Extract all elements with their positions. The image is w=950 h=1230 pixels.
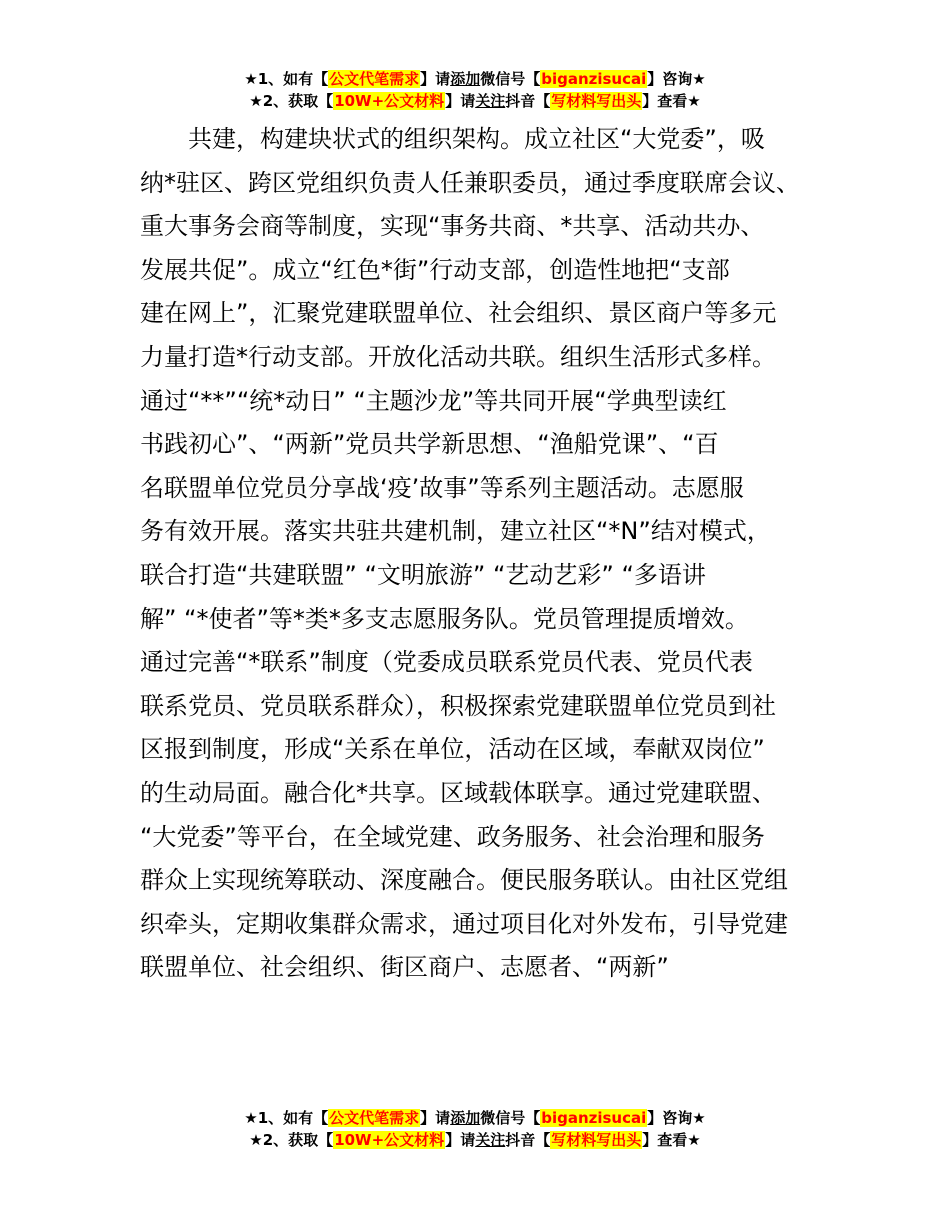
footer-ad-line-2-prefix: ★2、获取【 — [249, 1131, 334, 1149]
body-line: 力量打造*行动支部。开放化活动共联。组织生活形式多样。 — [140, 342, 776, 371]
footer-ad-line-1-mid1: 】请 — [420, 1109, 451, 1127]
body-line: 书践初心”、“两新”党员共学新思想、“渔船党课”、“百 — [140, 430, 719, 459]
footer-ad-line-1-prefix: ★1、如有【 — [244, 1109, 329, 1127]
body-line: “大党委”等平台，在全域党建、政务服务、社会治理和服务 — [140, 822, 765, 851]
header-ad-line-1-prefix: ★1、如有【 — [244, 70, 329, 88]
body-line: 名联盟单位党员分享战‘疫’故事”等系列主题活动。志愿服 — [140, 473, 744, 502]
header-ad — [0, 68, 950, 112]
body-line: 发展共促”。成立“红色*街”行动支部，创造性地把“支部 — [140, 255, 730, 284]
header-ad-line-2-suffix: 】查看★ — [642, 92, 701, 110]
body-line: 联合打造“共建联盟” “文明旅游” “艺动艺彩” “多语讲 — [140, 560, 706, 589]
body-line: 解” “*使者”等*类*多支志愿服务队。党员管理提质增效。 — [140, 604, 749, 633]
add-underline: 添加 — [450, 1109, 481, 1127]
body-line: 纳*驻区、跨区党组织负责人任兼职委员，通过季度联席会议、 — [140, 168, 800, 197]
footer-ad-line-2-mid1: 】请 — [445, 1131, 476, 1149]
materials-highlight: 10W+公文材料 — [334, 92, 445, 110]
body-line: 务有效开展。落实共驻共建机制，建立社区“*N”结对模式， — [140, 517, 771, 546]
ghostwriting-highlight: 公文代笔需求 — [329, 70, 420, 88]
footer-ad-line-2 — [0, 1129, 950, 1151]
body-line: 联系党员、党员联系群众），积极探索党建联盟单位党员到社 — [140, 691, 776, 720]
footer-ad-line-1-suffix: 】咨询★ — [647, 1109, 706, 1127]
body-line: 通过完善“*联系”制度（党委成员联系党员代表、党员代表 — [140, 648, 753, 677]
header-ad-line-2-mid1: 】请 — [445, 92, 476, 110]
materials-highlight: 10W+公文材料 — [334, 1131, 445, 1149]
body-line: 群众上实现统筹联动、深度融合。便民服务联认。由社区党组 — [140, 866, 788, 895]
header-ad-line-2-mid2: 抖音【 — [505, 92, 551, 110]
header-ad-line-1-mid2: 微信号【 — [480, 70, 541, 88]
footer-ad-line-2-suffix: 】查看★ — [642, 1131, 701, 1149]
follow-underline: 关注 — [475, 1131, 506, 1149]
document-body — [140, 118, 830, 990]
footer-ad-line-1-mid2: 微信号【 — [480, 1109, 541, 1127]
body-line: 织牵头，定期收集群众需求，通过项目化对外发布，引导党建 — [140, 909, 788, 938]
body-line: 的生动局面。融合化*共享。区域载体联享。通过党建联盟、 — [140, 778, 776, 807]
header-ad-line-1-mid1: 】请 — [420, 70, 451, 88]
douyin-id-highlight: 写材料写出头 — [551, 92, 642, 110]
body-line: 联盟单位、社会组织、街区商户、志愿者、“两新” — [140, 953, 669, 982]
footer-ad — [0, 1107, 950, 1151]
body-line: 共建，构建块状式的组织架构。成立社区“大党委”，吸 — [188, 125, 765, 153]
header-ad-line-1 — [0, 68, 950, 90]
footer-ad-line-2-mid2: 抖音【 — [505, 1131, 551, 1149]
follow-underline: 关注 — [475, 92, 506, 110]
add-underline: 添加 — [450, 70, 481, 88]
body-line: 建在网上”，汇聚党建联盟单位、社会组织、景区商户等多元 — [140, 299, 777, 328]
body-line: 通过“**”“统*动日” “主题沙龙”等共同开展“学典型读红 — [140, 386, 727, 415]
body-line: 重大事务会商等制度，实现“事务共商、*共享、活动共办、 — [140, 212, 765, 241]
ghostwriting-highlight: 公文代笔需求 — [329, 1109, 420, 1127]
header-ad-line-1-suffix: 】咨询★ — [647, 70, 706, 88]
footer-ad-line-1 — [0, 1107, 950, 1129]
header-ad-line-2-prefix: ★2、获取【 — [249, 92, 334, 110]
body-line: 区报到制度，形成“关系在单位，活动在区域，奉献双岗位” — [140, 735, 765, 764]
header-ad-line-2 — [0, 90, 950, 112]
wechat-id-highlight: biganzisucai — [541, 70, 647, 88]
wechat-id-highlight: biganzisucai — [541, 1109, 647, 1127]
douyin-id-highlight: 写材料写出头 — [551, 1131, 642, 1149]
